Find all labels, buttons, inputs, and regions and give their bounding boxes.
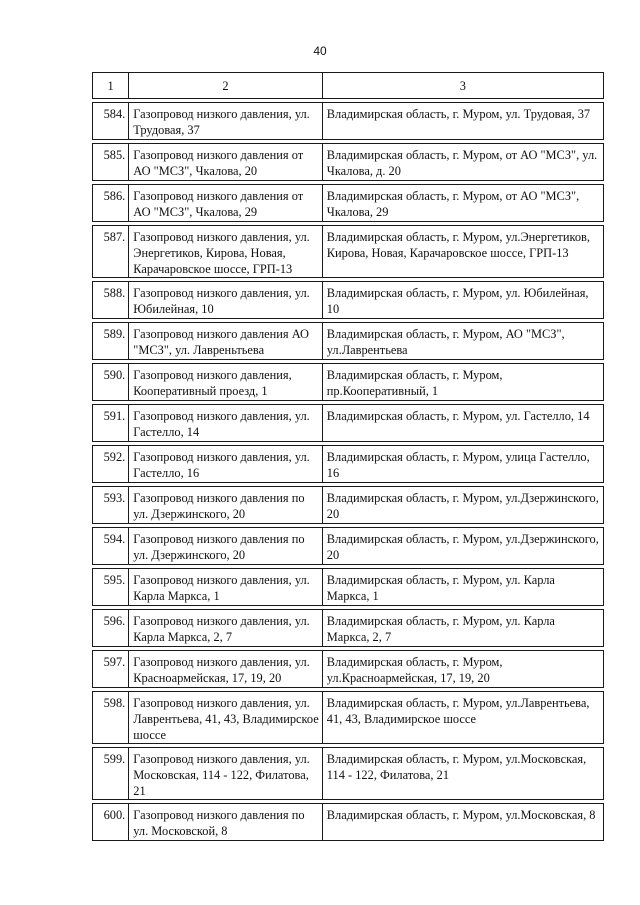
row-number-cell: 590.: [93, 364, 129, 401]
table-row: [93, 804, 604, 841]
location-cell: Владимирская область, г. Муром, ул.Московская, 8: [322, 804, 603, 841]
table-row: [93, 569, 604, 606]
row-number-cell: 589.: [93, 323, 129, 360]
row-number-cell: 599.: [93, 748, 129, 800]
row-number-cell: 600.: [93, 804, 129, 841]
object-name-cell: Газопровод низкого давления по ул. Дзержинского, 20: [129, 528, 323, 565]
row-number-cell: 593.: [93, 487, 129, 524]
location-cell: Владимирская область, г. Муром, от АО "МСЗ", Чкалова, 29: [322, 185, 603, 222]
table-body: [93, 73, 604, 841]
location-cell: Владимирская область, г. Муром, ул.Дзержинского, 20: [322, 487, 603, 524]
object-name-cell: Газопровод низкого давления АО "МСЗ", ул. Лавреньтьева: [129, 323, 323, 360]
object-name-cell: Газопровод низкого давления, Кооперативный проезд, 1: [129, 364, 323, 401]
location-cell: Владимирская область, г. Муром, ул.Дзержинского, 20: [322, 528, 603, 565]
table-row: [93, 748, 604, 800]
location-cell: Владимирская область, г. Муром, АО "МСЗ", ул.Лаврентьева: [322, 323, 603, 360]
location-cell: Владимирская область, г. Муром, ул. Юбилейная, 10: [322, 282, 603, 319]
row-number-cell: 594.: [93, 528, 129, 565]
object-name-cell: Газопровод низкого давления, ул. Красноармейская, 17, 19, 20: [129, 651, 323, 688]
table-row: [93, 651, 604, 688]
location-cell: Владимирская область, г. Муром, от АО "МСЗ", ул. Чкалова, д. 20: [322, 144, 603, 181]
registry-table: [92, 72, 604, 841]
row-number-cell: 592.: [93, 446, 129, 483]
object-name-cell: Газопровод низкого давления, ул. Гастелло, 16: [129, 446, 323, 483]
object-name-cell: Газопровод низкого давления по ул. Московской, 8: [129, 804, 323, 841]
table-row: [93, 144, 604, 181]
table-row: [93, 405, 604, 442]
header-cell-number: 1: [93, 73, 129, 99]
object-name-cell: Газопровод низкого давления, ул. Гастелло, 14: [129, 405, 323, 442]
row-number-cell: 596.: [93, 610, 129, 647]
row-number-cell: 585.: [93, 144, 129, 181]
object-name-cell: Газопровод низкого давления, ул. Московская, 114 - 122, Филатова, 21: [129, 748, 323, 800]
location-cell: Владимирская область, г. Муром, ул.Московская, 114 - 122, Филатова, 21: [322, 748, 603, 800]
location-cell: Владимирская область, г. Муром, ул. Трудовая, 37: [322, 103, 603, 140]
object-name-cell: Газопровод низкого давления, ул. Карла Маркса, 2, 7: [129, 610, 323, 647]
table-row: [93, 610, 604, 647]
row-number-cell: 591.: [93, 405, 129, 442]
row-number-cell: 587.: [93, 226, 129, 278]
table-row: [93, 226, 604, 278]
location-cell: Владимирская область, г. Муром, ул.Красноармейская, 17, 19, 20: [322, 651, 603, 688]
header-cell-object: 2: [129, 73, 323, 99]
table-row: [93, 528, 604, 565]
object-name-cell: Газопровод низкого давления от АО "МСЗ", Чкалова, 29: [129, 185, 323, 222]
object-name-cell: Газопровод низкого давления, ул. Юбилейная, 10: [129, 282, 323, 319]
location-cell: Владимирская область, г. Муром, ул.Лаврентьева, 41, 43, Владимирское шоссе: [322, 692, 603, 744]
table-row: [93, 323, 604, 360]
row-number-cell: 586.: [93, 185, 129, 222]
location-cell: Владимирская область, г. Муром, улица Гастелло, 16: [322, 446, 603, 483]
table-row: [93, 692, 604, 744]
object-name-cell: Газопровод низкого давления, ул. Карла Маркса, 1: [129, 569, 323, 606]
row-number-cell: 584.: [93, 103, 129, 140]
row-number-cell: 588.: [93, 282, 129, 319]
object-name-cell: Газопровод низкого давления по ул. Дзержинского, 20: [129, 487, 323, 524]
row-number-cell: 595.: [93, 569, 129, 606]
table-row: [93, 446, 604, 483]
table-row: [93, 364, 604, 401]
table-row: [93, 282, 604, 319]
location-cell: Владимирская область, г. Муром, ул. Карла Маркса, 1: [322, 569, 603, 606]
page-number: 40: [313, 44, 327, 58]
location-cell: Владимирская область, г. Муром, пр.Кооперативный, 1: [322, 364, 603, 401]
object-name-cell: Газопровод низкого давления, ул. Энергетиков, Кирова, Новая, Карачаровское шоссе, ГРП-13: [129, 226, 323, 278]
location-cell: Владимирская область, г. Муром, ул. Карла Маркса, 2, 7: [322, 610, 603, 647]
header-cell-location: 3: [322, 73, 603, 99]
object-name-cell: Газопровод низкого давления, ул. Трудовая, 37: [129, 103, 323, 140]
object-name-cell: Газопровод низкого давления, ул. Лаврентьева, 41, 43, Владимирское шоссе: [129, 692, 323, 744]
object-name-cell: Газопровод низкого давления от АО "МСЗ", Чкалова, 20: [129, 144, 323, 181]
table-row: [93, 487, 604, 524]
row-number-cell: 598.: [93, 692, 129, 744]
location-cell: Владимирская область, г. Муром, ул. Гастелло, 14: [322, 405, 603, 442]
location-cell: Владимирская область, г. Муром, ул.Энергетиков, Кирова, Новая, Карачаровское шоссе, ГРП-13: [322, 226, 603, 278]
table-row: [93, 103, 604, 140]
row-number-cell: 597.: [93, 651, 129, 688]
table-header-row: [93, 73, 604, 99]
table-row: [93, 185, 604, 222]
